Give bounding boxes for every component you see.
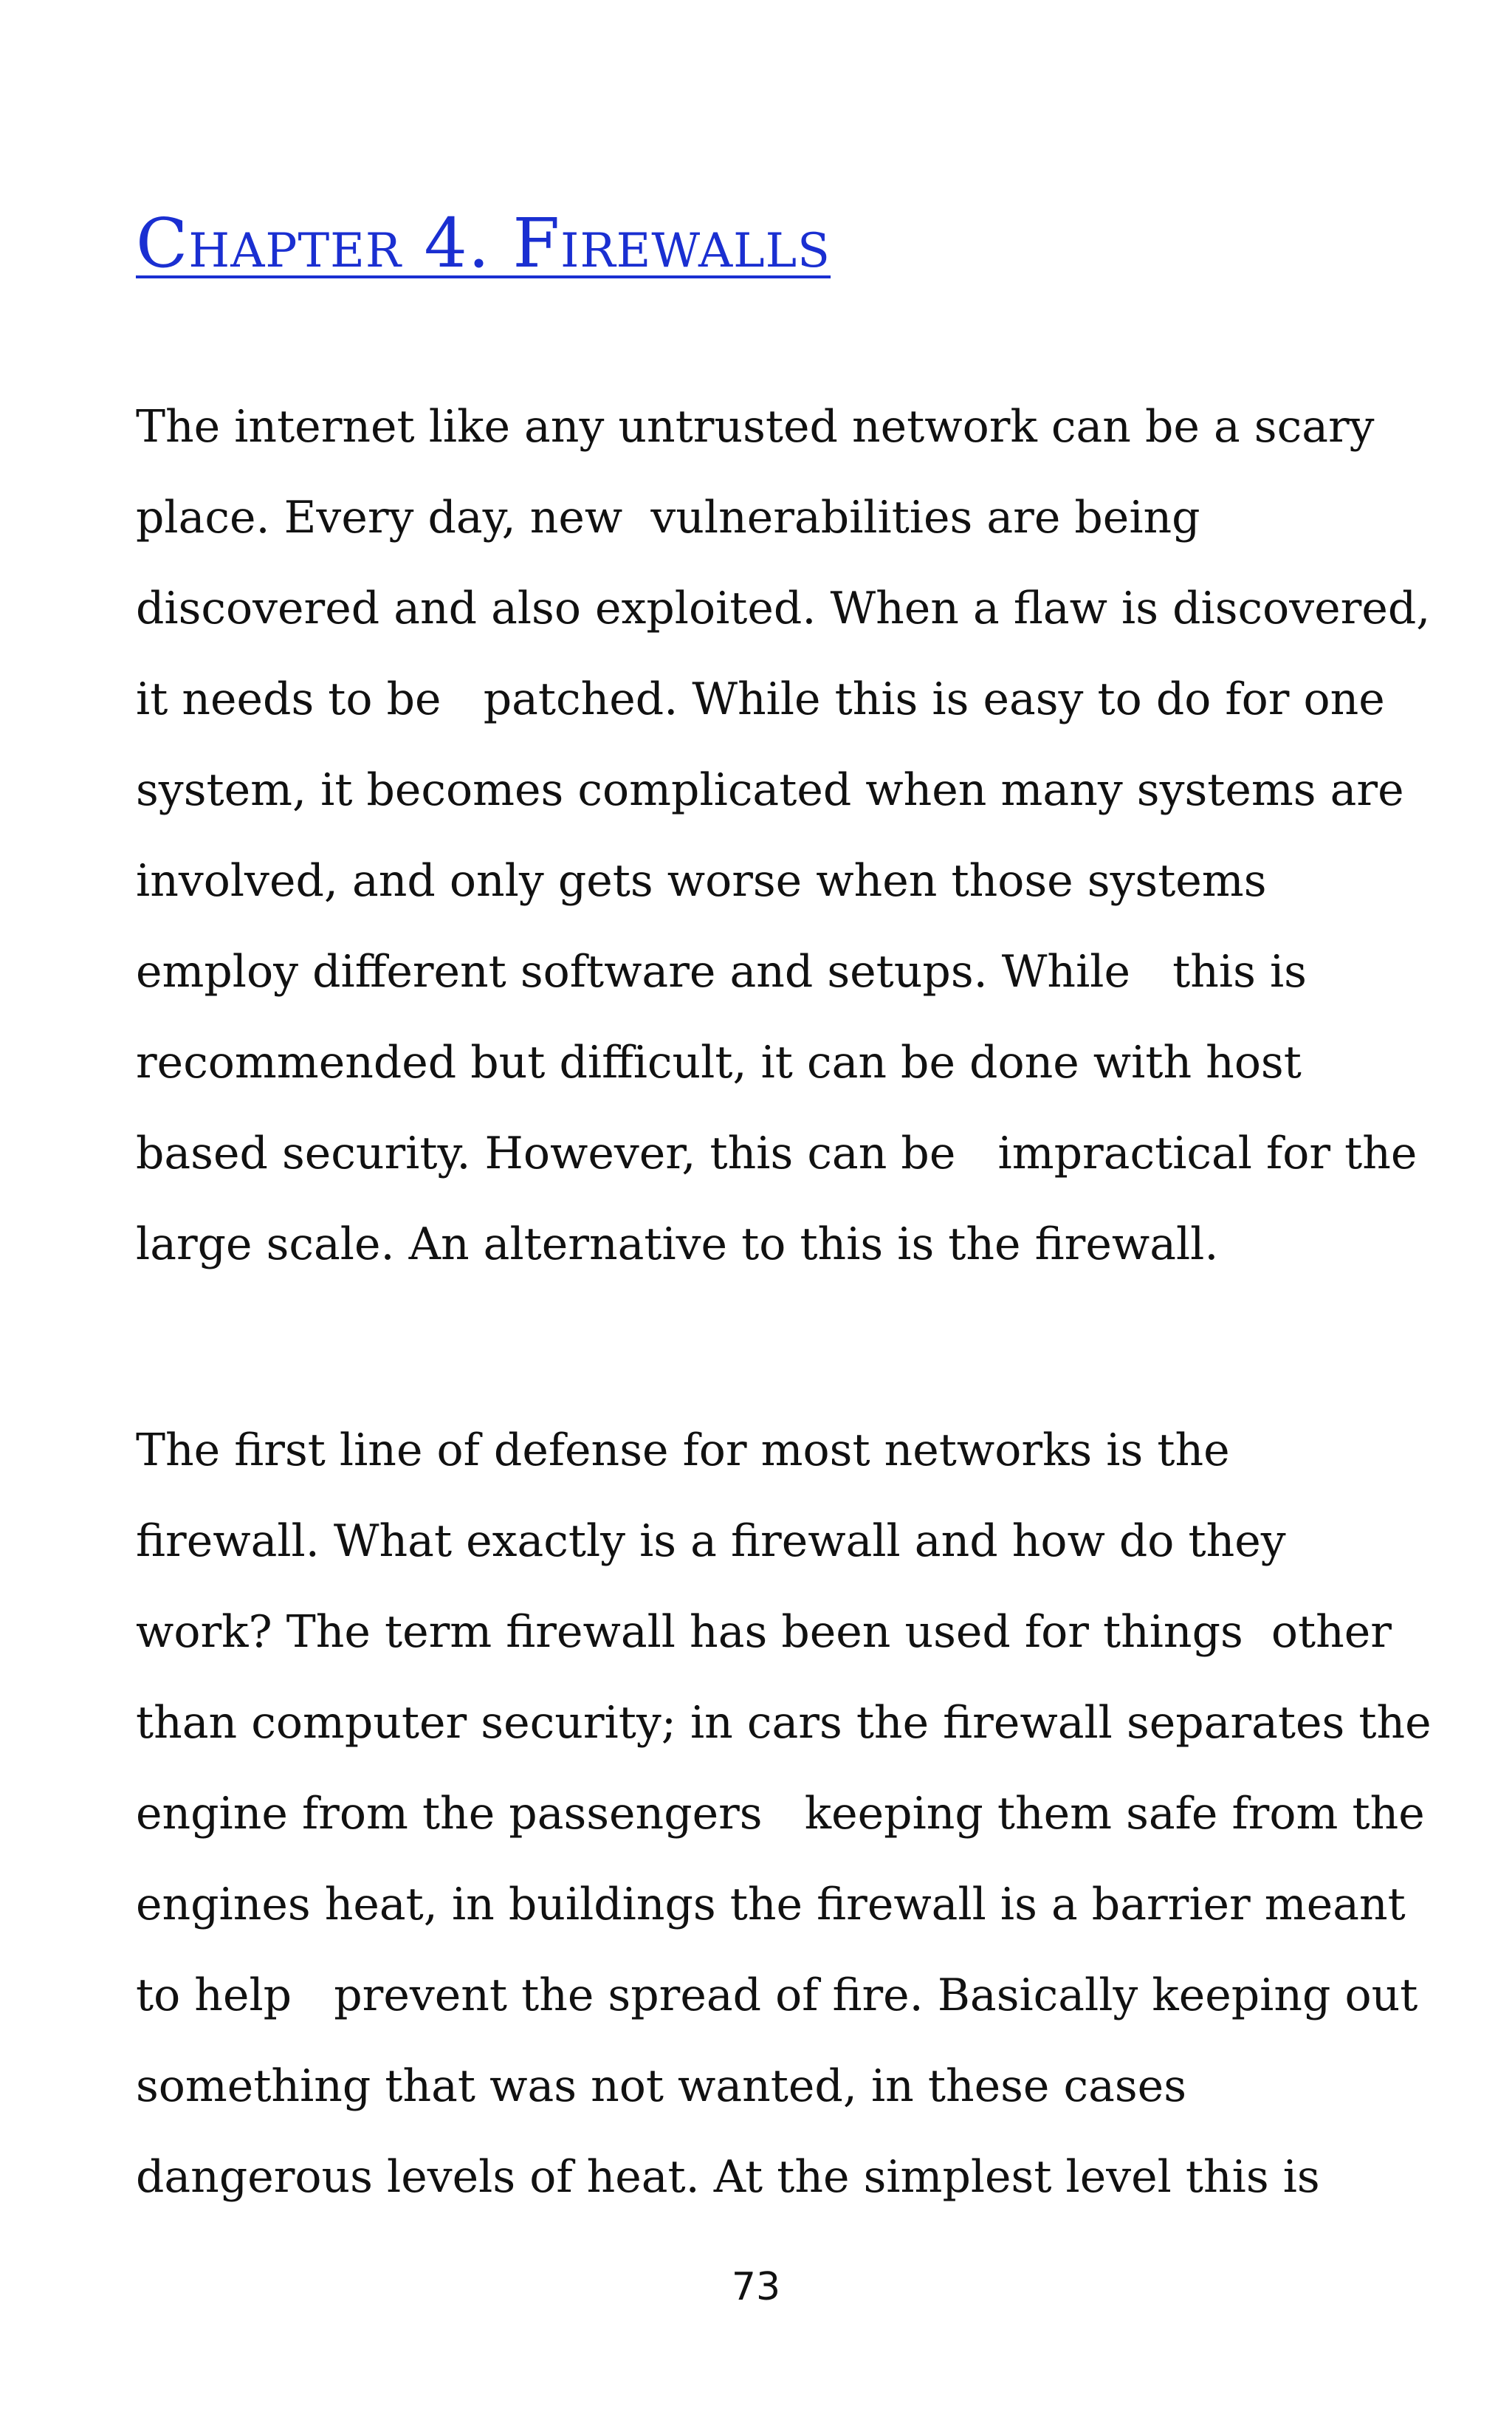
paragraph-line: employ different software and setups. While this is bbox=[136, 946, 1307, 998]
paragraph-line: something that was not wanted, in these cases bbox=[136, 2060, 1186, 2112]
chapter-title-link[interactable]: Chapter 4. Firewalls bbox=[136, 204, 831, 283]
paragraph-line: based security. However, this can be impractical for the bbox=[136, 1128, 1418, 1179]
paragraph-line: large scale. An alternative to this is the firewall. bbox=[136, 1218, 1219, 1270]
paragraph-line: recommended but difficult, it can be done with host bbox=[136, 1037, 1302, 1089]
paragraph-line: The first line of defense for most networks is the bbox=[136, 1425, 1230, 1476]
paragraph-line: involved, and only gets worse when those systems bbox=[136, 855, 1267, 907]
paragraph-line: to help prevent the spread of fire. Basically keeping out bbox=[136, 1970, 1418, 2021]
paragraph-1 bbox=[136, 382, 1431, 1290]
paragraph-line: firewall. What exactly is a firewall and how do they bbox=[136, 1515, 1286, 1567]
paragraph-line: place. Every day, new vulnerabilities are being bbox=[136, 492, 1200, 544]
paragraph-line: than computer security; in cars the firewall separates the bbox=[136, 1697, 1432, 1749]
paragraph-line: engine from the passengers keeping them safe from the bbox=[136, 1788, 1425, 1840]
paragraph-line: it needs to be patched. While this is easy to do for one bbox=[136, 673, 1385, 725]
paragraph-2 bbox=[136, 1405, 1432, 2223]
paragraph-line: The internet like any untrusted network can be a scary bbox=[136, 401, 1375, 453]
paragraph-line: system, it becomes complicated when many systems are bbox=[136, 764, 1404, 816]
paragraph-line: discovered and also exploited. When a flaw is discovered, bbox=[136, 583, 1431, 634]
paragraph-line: engines heat, in buildings the firewall is a barrier meant bbox=[136, 1879, 1406, 1930]
chapter-heading[interactable] bbox=[136, 199, 831, 288]
paragraph-line: dangerous levels of heat. At the simplest level this is bbox=[136, 2151, 1320, 2203]
page-number: 73 bbox=[731, 2265, 781, 2309]
paragraph-line: work? The term firewall has been used for things other bbox=[136, 1606, 1392, 1658]
